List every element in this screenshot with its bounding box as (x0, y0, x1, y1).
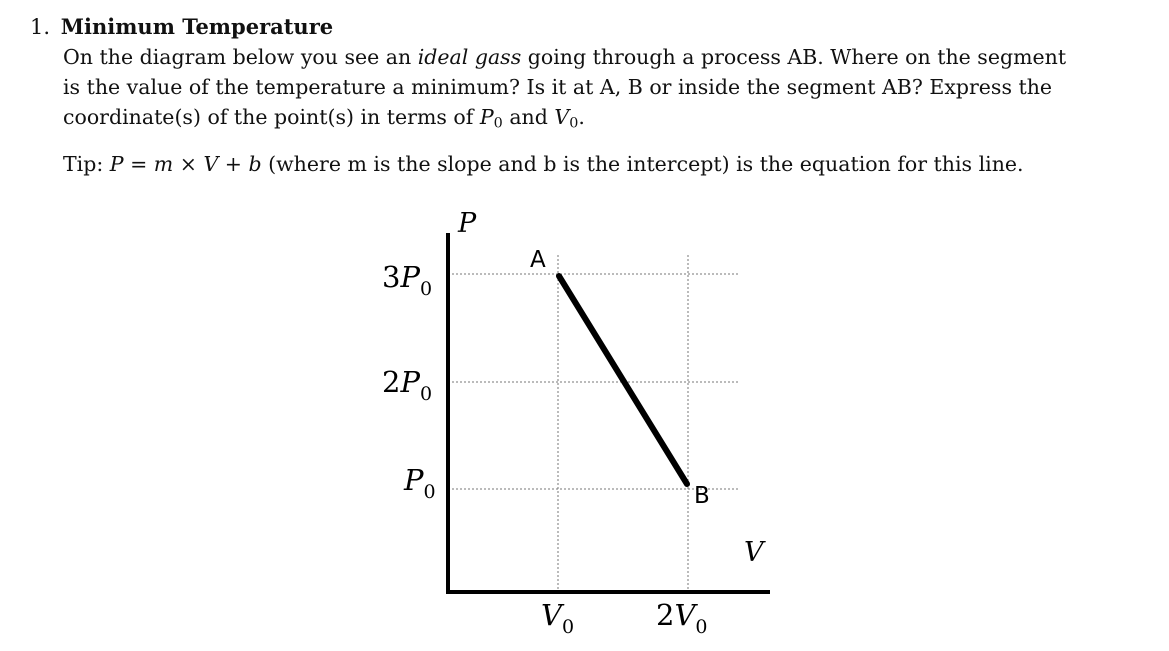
y-label-3p0: $3P_0$ (382, 260, 433, 300)
problem-heading (30, 12, 1140, 42)
v0-symbol: $V_0$ (554, 105, 579, 132)
p0-symbol: $P_0$ (479, 105, 503, 132)
statement-text: is the value of the temperature a minimum? Is it at A, B or inside the segment AB? Express the (63, 75, 1053, 99)
axis-label-p: P (458, 208, 477, 239)
axis-label-v: V (744, 537, 764, 568)
y-label-p0: $P_0$ (404, 463, 436, 503)
statement-emphasis: ideal gass (417, 45, 522, 69)
tip: Tip: P = m × V + b (where m is the slope and b is the intercept) is the equation for this line. (63, 151, 1024, 176)
point-label-b: B (694, 483, 710, 509)
statement-text: and (502, 105, 555, 129)
x-label-v0: $V_0$ (541, 598, 575, 638)
statement-text: On the diagram below you see an (63, 45, 418, 69)
point-label-a: A (530, 247, 546, 273)
problem-title: Minimum Temperature (60, 14, 334, 39)
problem-statement: On the diagram below you see an ideal gass going through a process AB. Where on the segment is the value of the temperature a minimum? Is it at A, B or inside the segment AB? Express the coordinate(s) of the point(s) in terms of $P_0$ and $V_0$. (63, 45, 1067, 132)
tip-label: Tip: (63, 151, 110, 176)
problem-body (63, 42, 1140, 179)
problem-number: 1. (30, 15, 51, 39)
process-line-ab (559, 276, 687, 484)
x-label-2v0: $2V_0$ (656, 598, 708, 638)
tip-text: (where m is the slope and b is the intercept) is the equation for this line. (261, 151, 1024, 176)
statement-text: going through a process AB. Where on the segment (521, 45, 1067, 69)
statement-text: coordinate(s) of the point(s) in terms of (63, 105, 480, 129)
pv-diagram (360, 195, 790, 650)
grid-lines (448, 255, 740, 591)
y-label-2p0: $2P_0$ (382, 365, 433, 405)
problem (30, 12, 1140, 179)
